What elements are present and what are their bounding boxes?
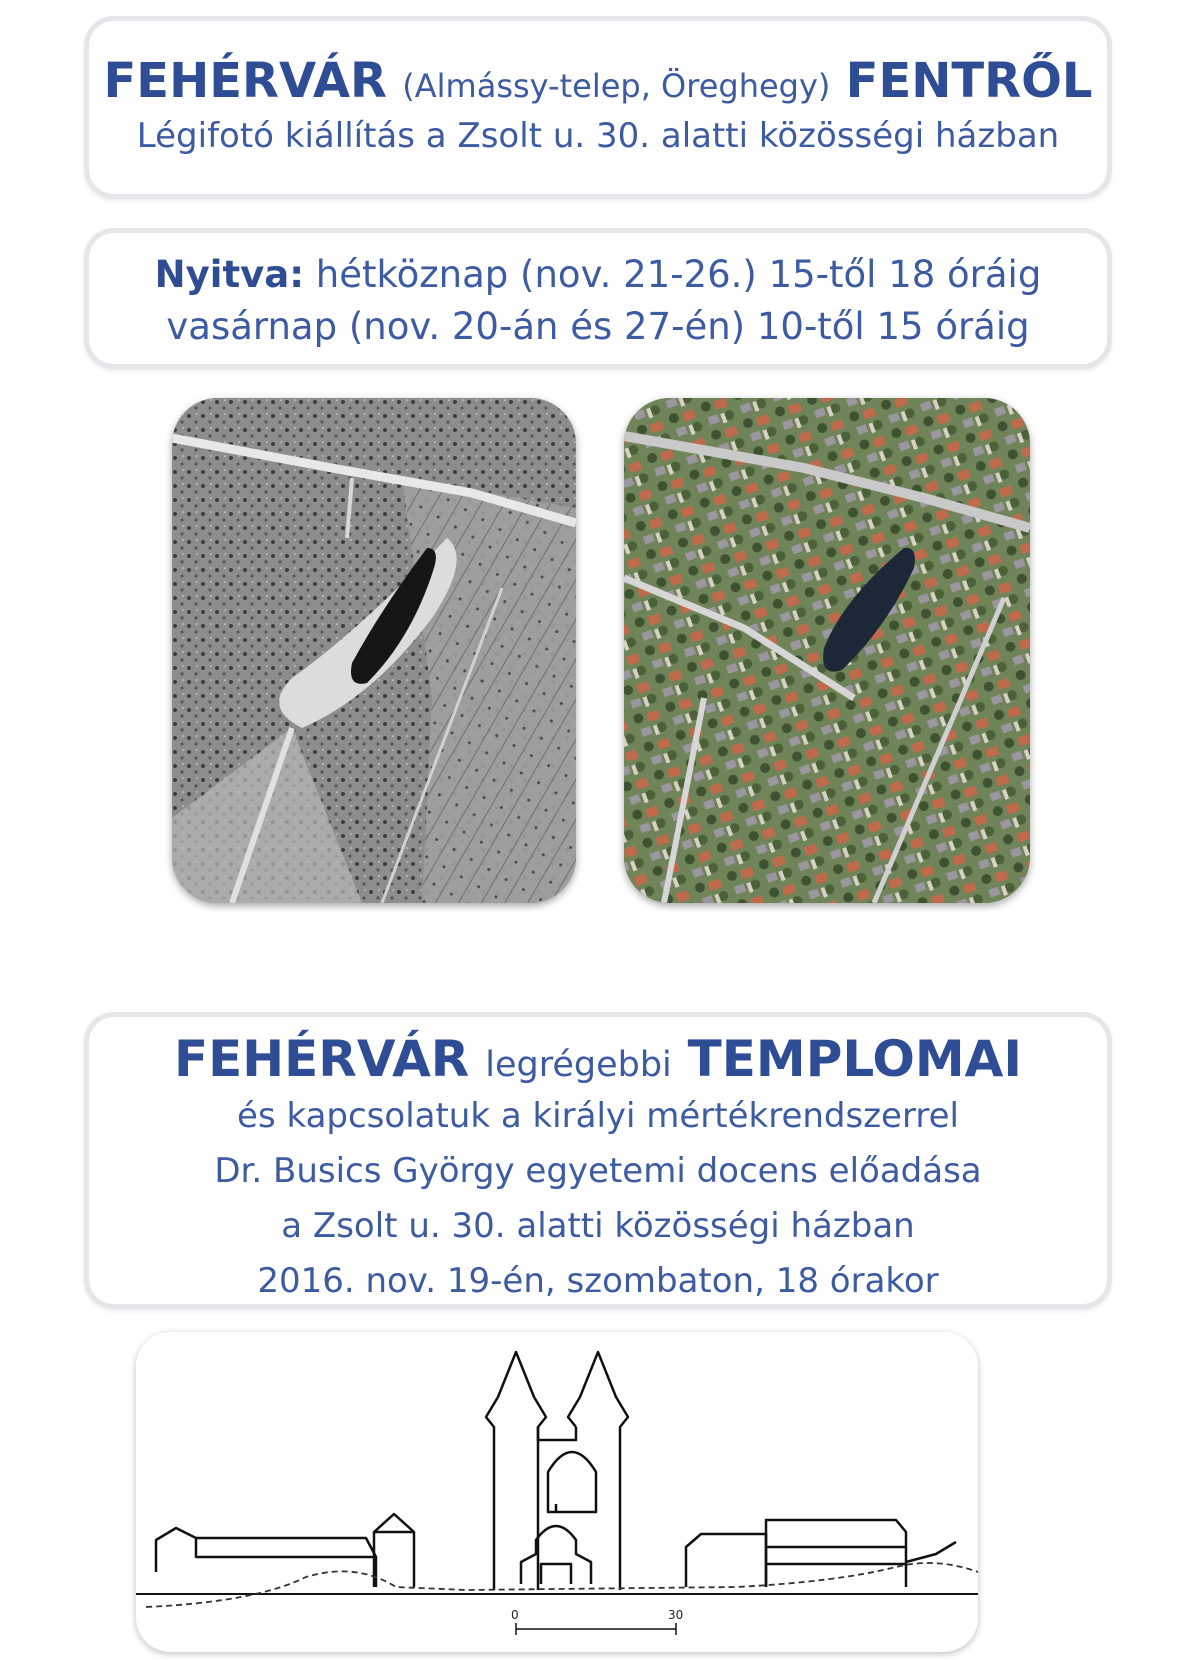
exhibition-title <box>89 55 1107 108</box>
lecture-line-2: Dr. Busics György egyetemi docens előadása <box>214 1150 982 1191</box>
lecture-title-mid: legrégebbi <box>485 1045 672 1085</box>
aerial-photo-modern <box>624 398 1030 903</box>
aerial-photo-historic <box>172 398 576 903</box>
exhibition-subtitle: Légifotó kiállítás a Zsolt u. 30. alatti közösségi házban <box>136 115 1060 156</box>
opening-hours-box <box>84 228 1112 369</box>
exhibition-title-end: FENTRŐL <box>845 53 1093 109</box>
scale-bar <box>516 1623 676 1635</box>
lecture-line-1: és kapcsolatuk a királyi mértékrendszerrel <box>237 1095 959 1136</box>
opening-hours <box>89 249 1107 353</box>
aerial-photo-modern-graphic <box>624 398 1030 903</box>
church-elevation-drawing <box>136 1332 978 1652</box>
opening-label: Nyitva: <box>154 253 305 296</box>
opening-weekday-line <box>89 249 1107 301</box>
scale-end-label: 30 <box>668 1608 684 1622</box>
exhibition-title-paren: (Almássy-telep, Öreghegy) <box>402 67 831 105</box>
scale-start-label: 0 <box>511 1608 519 1622</box>
opening-weekday: hétköznap (nov. 21-26.) 15-től 18 óráig <box>315 253 1042 296</box>
aerial-photo-historic-graphic <box>172 398 576 903</box>
lecture-line-4: 2016. nov. 19-én, szombaton, 18 órakor <box>257 1260 939 1301</box>
lecture-title-end: TEMPLOMAI <box>687 1030 1022 1088</box>
exhibition-title-main: FEHÉRVÁR <box>103 53 387 109</box>
lecture-title-main: FEHÉRVÁR <box>174 1030 470 1088</box>
lecture-banner <box>84 1012 1112 1309</box>
exhibition-banner <box>84 16 1112 199</box>
church-elevation-graphic <box>136 1332 978 1652</box>
lecture-line-3: a Zsolt u. 30. alatti közösségi házban <box>281 1205 915 1246</box>
lecture-title <box>89 1031 1107 1089</box>
opening-sunday: vasárnap (nov. 20-án és 27-én) 10-től 15 óráig <box>166 305 1030 348</box>
